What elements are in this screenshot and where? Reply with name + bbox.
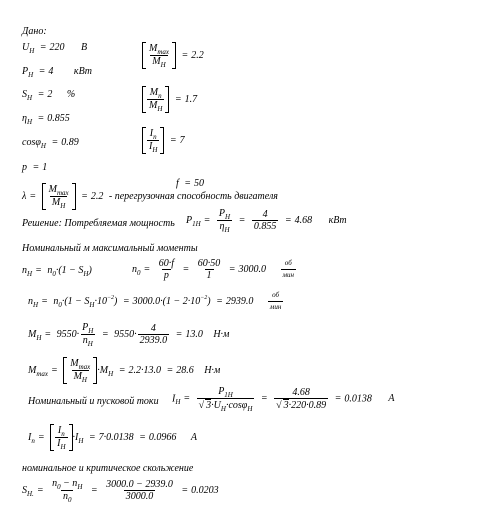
math-glyph: = — [122, 295, 130, 307]
math-u-sym: U — [22, 42, 30, 53]
math-glyph: = — [174, 93, 182, 105]
fraction — [147, 87, 164, 112]
formula-mmax — [28, 357, 220, 384]
math-n0-unit-den: мин — [282, 271, 294, 279]
math-lambda-val: 2.2 — [90, 190, 104, 202]
math-glyph — [68, 358, 92, 370]
fraction — [217, 208, 232, 233]
math-eta-val: 0.855 — [47, 113, 70, 124]
math-glyph: = — [118, 364, 126, 376]
math-glyph — [150, 55, 167, 68]
math-u-sub: H — [29, 47, 35, 55]
formula-mh — [28, 322, 229, 347]
math-glyph: = — [139, 431, 146, 443]
math-glyph: = — [228, 263, 236, 275]
formula-ih — [172, 386, 395, 412]
math-f-sym: f — [176, 178, 179, 189]
math-glyph: = — [35, 265, 42, 276]
fraction — [104, 479, 175, 502]
fraction — [47, 184, 71, 209]
math-cos-sym: cosφ — [22, 137, 41, 148]
fraction — [196, 258, 223, 281]
math-glyph: √ $3\cdot U_H\cdot\cos\varphi_H$ — [198, 400, 253, 413]
math-mh-den1-sub: H — [87, 340, 93, 348]
math-ih-den1-c-sub: H — [247, 405, 253, 413]
math-nh-exp: −2 — [106, 294, 115, 301]
fraction — [80, 322, 95, 347]
math-glyph — [80, 322, 95, 334]
math-glyph: = — [169, 134, 177, 146]
math-in-result: 0.0966 — [148, 431, 177, 443]
math-nh-general-lhs-sub: H — [27, 270, 33, 278]
math-glyph: = — [37, 113, 45, 124]
math-mmax-ratio-den: M — [152, 56, 161, 67]
math-glyph — [42, 183, 46, 210]
math-mmax-ratio-den-sub: H — [160, 61, 166, 69]
math-in-lhs: I — [28, 431, 32, 443]
math-sh-lhs-sub: H. — [27, 489, 34, 498]
math-p1h-result: 4.68 — [294, 214, 313, 226]
math-in-num: I — [57, 425, 62, 436]
math-in-ratio-num: I — [149, 128, 154, 139]
math-mmax-unit: H·м — [204, 364, 221, 376]
math-nh-lhs-sub: H — [33, 300, 39, 309]
math-glyph — [142, 86, 146, 113]
math-glyph: = — [238, 214, 246, 226]
math-nh-general-lhs: n — [22, 265, 27, 276]
math-p1h-num2: 4 — [262, 209, 268, 220]
given-lambda — [22, 183, 278, 210]
math-nh-unit-num: об — [272, 291, 280, 299]
formula-p1h — [186, 208, 347, 233]
math-p1h-unit: кBт — [328, 214, 347, 226]
math-glyph: = — [51, 364, 58, 376]
math-nh-general-rhs: n — [47, 265, 53, 276]
math-mn-ratio-val: 1.7 — [184, 93, 198, 105]
math-glyph — [72, 370, 89, 383]
math-n0-num1: 60·f — [158, 258, 175, 269]
math-nh-rhs: n — [53, 295, 59, 307]
math-nh-general-paren-sub: H — [83, 270, 89, 278]
math-s-sub: H — [27, 94, 33, 102]
math-glyph: = — [284, 214, 292, 226]
math-in-den-sub: H — [60, 443, 66, 451]
math-in-ratio-den-sub: H — [152, 146, 158, 154]
math-glyph — [142, 42, 146, 69]
math-sh-num1: n — [52, 478, 58, 489]
bracket-group — [142, 86, 169, 113]
given-pole-pairs — [22, 162, 47, 174]
formula-nh: $n_H = n_0\cdot(1 - S_H\cdot 10^{-2}) = 3000.0\cdot(1 - 2\cdot 10^{-2}) = 2939.0$ об мин — [28, 291, 282, 311]
math-ih-den2-a: 3 — [283, 400, 289, 411]
math-n0-unit-num: об — [284, 259, 292, 267]
fraction — [68, 358, 92, 383]
math-nh-mid: 3000.0· — [132, 295, 163, 307]
math-mmax-ratio-den: M — [51, 197, 61, 208]
math-mmax-ratio-val: 2.2 — [191, 49, 204, 61]
math-p1h-lhs-sub: 1H — [192, 219, 201, 228]
given-in-ratio — [142, 127, 185, 154]
math-p1h-den1-sub: H — [224, 226, 230, 234]
math-glyph: = — [81, 190, 88, 202]
math-glyph: = — [32, 162, 40, 173]
math-s-val: 2 — [47, 89, 53, 100]
math-mh-lhs-sub: H — [36, 333, 42, 342]
math-in-lhs-sub: n — [31, 436, 35, 445]
math-pp-val: 1 — [42, 162, 48, 173]
math-ih-num2: 4.68 — [292, 387, 310, 398]
math-p-unit: кBт — [73, 66, 92, 77]
formula-n0 — [132, 258, 297, 281]
math-mn-ratio-num: M — [149, 87, 159, 98]
math-n0-den1: p — [163, 270, 169, 281]
math-glyph — [50, 478, 84, 490]
math-mmax-mul-sub: H — [108, 369, 114, 378]
fraction — [50, 478, 84, 503]
math-n0-num2: 60·50 — [197, 258, 221, 269]
math-mh-coef2: 9550· — [114, 328, 137, 340]
math-mmax-den: M — [73, 371, 82, 382]
math-mmax-mul: ·M — [97, 364, 109, 376]
math-p1h-num1: P — [218, 208, 226, 219]
math-mmax-num-sub: max — [78, 363, 91, 371]
math-eta-sym: η — [22, 113, 27, 124]
math-ih-den2-b: ·220·0.89 — [288, 400, 327, 411]
math-sh-result: 0.0203 — [191, 484, 219, 496]
fraction — [274, 387, 328, 411]
bracket-group — [50, 424, 72, 451]
math-mmax-ratio-num: M — [149, 43, 158, 54]
math-n0-lhs: n — [132, 263, 137, 275]
math-ih-den1-c: ·cosφ — [225, 400, 248, 411]
math-ih-result: 0.0138 — [344, 393, 372, 405]
math-mmax-ratio-num-sub: max — [56, 189, 69, 197]
math-glyph — [55, 437, 67, 450]
math-glyph: = — [260, 393, 268, 405]
math-cos-val: 0.89 — [61, 137, 79, 148]
math-glyph: = — [181, 49, 189, 61]
math-glyph: = — [38, 66, 46, 77]
math-in-ratio-val: 7 — [179, 134, 185, 146]
bracket-group — [142, 127, 164, 154]
math-mh-lhs: M — [28, 328, 37, 340]
math-mmax-lhs-sub: max — [36, 369, 49, 378]
math-glyph: = — [182, 263, 190, 275]
math-glyph: = — [39, 42, 47, 53]
formula-in — [28, 424, 197, 451]
math-mn-ratio-num-sub: n — [158, 92, 162, 100]
math-glyph — [217, 208, 232, 220]
math-glyph — [216, 386, 235, 398]
math-glyph — [142, 42, 176, 69]
math-glyph — [47, 184, 71, 196]
math-mmax-result: 28.6 — [176, 364, 194, 376]
math-glyph — [81, 334, 95, 347]
math-p-sub: H — [28, 71, 34, 79]
math-glyph: = — [183, 393, 191, 405]
fraction — [157, 258, 176, 281]
math-glyph — [147, 43, 171, 55]
math-glyph — [50, 424, 54, 451]
math-glyph — [63, 357, 97, 384]
math-glyph: = — [37, 431, 45, 443]
math-glyph — [93, 357, 97, 384]
math-eta-sub: H — [26, 118, 33, 126]
math-glyph: = — [334, 393, 342, 405]
math-nh-general-paren: 1 − S — [61, 265, 84, 276]
math-pp-sym: p — [22, 162, 27, 173]
math-mmax-ratio-den-sub: H — [60, 202, 66, 210]
math-in-unit: A — [190, 431, 198, 443]
math-glyph: = — [90, 484, 98, 496]
fraction — [197, 386, 255, 412]
math-ih-den1-b-sub: H — [220, 405, 226, 413]
math-sh-num2: 3000.0 − 2939.0 — [106, 479, 173, 490]
given-title: Дано: — [22, 26, 47, 37]
math-mh-unit: H·м — [213, 328, 230, 340]
math-in-mul-sub: H — [78, 436, 84, 445]
math-mh-num1-sub: H — [88, 327, 94, 335]
math-glyph: = — [37, 89, 45, 100]
math-glyph: = — [181, 484, 189, 496]
math-u-unit: B — [81, 42, 88, 53]
math-ih-num1-sub: 1H — [224, 391, 233, 399]
math-mn-ratio-den-sub: H — [157, 105, 163, 113]
math-ih-den1-a: 3 — [206, 400, 212, 411]
currents-heading: Номинальный и пусковой токи — [28, 396, 159, 407]
fraction — [252, 209, 279, 232]
math-in-mul: ·I — [72, 431, 79, 443]
bracket-group — [42, 183, 76, 210]
slip-heading: номинальное и критическое скольжение — [22, 463, 194, 474]
math-glyph: = — [29, 190, 37, 202]
math-glyph: = — [41, 295, 48, 307]
math-nh-result: 2939.0 — [225, 295, 254, 307]
math-sh-num1-sub: 0 — [57, 483, 61, 491]
solution-label: Решение: Потребляемая мощность — [22, 218, 175, 229]
math-n0-result: 3000.0 — [238, 263, 267, 275]
math-mmax-den-sub: H — [81, 376, 87, 384]
math-sh-lhs: S — [22, 484, 27, 496]
math-s-unit: % — [66, 89, 76, 100]
math-mh-den1: n — [82, 335, 88, 346]
math-in-num-sub: n — [61, 430, 65, 438]
math-glyph — [217, 220, 231, 233]
math-glyph: = — [44, 328, 52, 340]
math-p1h-den2: 0.855 — [253, 221, 277, 232]
math-glyph: = — [175, 328, 183, 340]
math-sh-num1-b: − n — [60, 478, 78, 489]
given-mn-ratio — [142, 86, 197, 113]
math-in-ratio-num-sub: n — [153, 133, 157, 141]
fraction — [268, 290, 283, 313]
math-mh-coef: 9550· — [56, 328, 80, 340]
math-lambda-sym: λ — [22, 190, 27, 202]
math-mmax-ratio-num-sub: max — [157, 48, 170, 56]
math-sh-den1: n — [62, 491, 68, 502]
given-mmax-ratio — [142, 42, 204, 69]
math-mh-num2: 4 — [150, 323, 156, 334]
math-mh-result: 13.0 — [185, 328, 203, 340]
math-glyph — [69, 424, 73, 451]
math-glyph — [172, 42, 176, 69]
math-mmax-num: M — [70, 358, 79, 369]
math-glyph — [147, 140, 159, 153]
math-ih-lhs-sub: H — [175, 398, 181, 407]
math-p1h-num1-sub: H — [225, 213, 231, 221]
math-mmax-expr: 2.2·13.0 — [128, 364, 161, 376]
math-glyph: = — [51, 137, 59, 148]
math-in-den: I — [57, 438, 61, 449]
fraction — [147, 128, 159, 153]
math-glyph — [50, 196, 67, 209]
fraction — [55, 425, 67, 450]
math-mmax-ratio-num: M — [48, 184, 57, 195]
math-glyph: = — [88, 431, 96, 443]
math-glyph: = — [184, 178, 192, 189]
math-lambda-note: - перегрузочная способность двигателя — [108, 190, 278, 202]
math-nh-exp2: −2 — [200, 294, 208, 301]
math-glyph — [42, 183, 76, 210]
math-nh-lhs: n — [28, 295, 33, 307]
math-glyph — [165, 86, 169, 113]
math-in-ratio-den: I — [149, 141, 153, 152]
math-glyph: = — [166, 364, 174, 376]
given-voltage — [22, 42, 87, 54]
math-mn-ratio-den: M — [149, 100, 158, 111]
math-n0-lhs-sub: 0 — [137, 268, 141, 277]
math-sh-num1-b-sub: H — [77, 483, 83, 491]
math-mmax-lhs: M — [28, 364, 37, 376]
math-glyph: = — [36, 484, 44, 496]
math-in-expr: 7·0.0138 — [98, 431, 134, 443]
math-nh-mul: ·10 — [94, 295, 107, 307]
math-glyph — [148, 87, 164, 99]
math-u-val: 220 — [49, 42, 65, 53]
math-nh-inner-sub: H — [89, 300, 95, 309]
given-efficiency — [22, 113, 70, 125]
math-p1h-den1: η — [219, 221, 225, 232]
math-sh-den1-sub: 0 — [67, 496, 72, 504]
math-s-sym: S — [22, 89, 27, 100]
math-ih-unit: A — [388, 393, 395, 405]
math-ih-den1-b: ·U — [211, 400, 221, 411]
math-nh-unit-den: мин — [269, 303, 282, 311]
math-nh-general-rhs-sub: 0 — [52, 270, 56, 278]
math-sh-den2: 3000.0 — [125, 491, 154, 502]
math-glyph — [61, 490, 74, 503]
math-glyph: = — [101, 328, 109, 340]
bracket-group — [142, 42, 176, 69]
math-nh-rhs-sub: 0 — [58, 300, 62, 309]
given-cosphi — [22, 137, 79, 149]
math-ih-num1: P — [218, 386, 225, 397]
math-ih-lhs: I — [172, 393, 176, 405]
fraction — [138, 323, 170, 346]
math-glyph: √ 3·220·0.89 — [276, 400, 327, 411]
math-glyph: = — [203, 214, 211, 226]
math-mh-den2: 2939.0 — [139, 335, 168, 346]
bracket-group — [63, 357, 97, 384]
given-slip — [22, 89, 75, 101]
math-glyph — [160, 127, 164, 154]
formula-nh-general: $n_H = n_0\cdot(1 - S_H)$ — [22, 265, 92, 278]
math-glyph: = — [216, 295, 223, 307]
math-glyph — [63, 357, 67, 384]
fraction — [147, 43, 171, 68]
math-mh-num1: P — [82, 322, 89, 333]
formula-sh — [22, 478, 219, 503]
math-p-val: 4 — [48, 66, 54, 77]
math-glyph — [72, 183, 76, 210]
given-power — [22, 66, 92, 78]
math-glyph — [56, 425, 67, 437]
math-f-val: 50 — [194, 178, 205, 189]
math-glyph — [142, 127, 146, 154]
math-glyph: = — [143, 263, 151, 275]
math-n0-den2: 1 — [206, 270, 212, 281]
math-p-sym: P — [22, 66, 29, 77]
moments-heading: Номинальный м максимальный моменты — [22, 243, 198, 254]
math-nh-inner2: 1 − 2·10 — [165, 295, 201, 307]
math-glyph — [147, 99, 164, 112]
math-nh-inner: 1 − S — [67, 295, 90, 307]
math-cos-sub: H — [40, 142, 46, 150]
fraction — [281, 258, 296, 281]
math-p1h-lhs: P — [186, 214, 193, 226]
math-glyph — [148, 128, 159, 140]
